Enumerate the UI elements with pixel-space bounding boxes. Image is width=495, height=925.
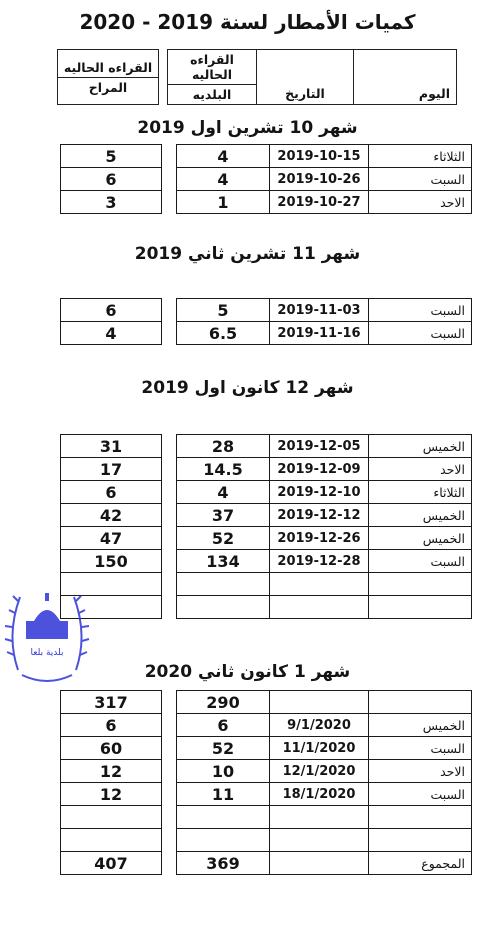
baladiya-reading: 11 (177, 783, 270, 806)
date-cell: 2019-12-28 (270, 550, 369, 573)
day-cell (369, 596, 472, 619)
baladiya-reading: 6.5 (177, 322, 270, 345)
date-cell: 2019-10-27 (270, 191, 369, 214)
meraah-reading: 6 (61, 168, 162, 191)
table-row (61, 458, 472, 481)
header-meraah-line2: المراح (88, 79, 128, 95)
table-row (61, 596, 472, 619)
meraah-reading: 5 (61, 145, 162, 168)
header-meraah (58, 50, 159, 105)
date-cell: 2019-10-26 (270, 168, 369, 191)
meraah-reading: 47 (61, 527, 162, 550)
date-cell: 2019-11-03 (270, 299, 369, 322)
date-cell (270, 573, 369, 596)
meraah-reading: 12 (61, 783, 162, 806)
day-cell: السبت (369, 299, 472, 322)
day-cell: المجموع (369, 852, 472, 875)
baladiya-reading: 1 (177, 191, 270, 214)
table-row (61, 550, 472, 573)
meraah-reading: 407 (61, 852, 162, 875)
baladiya-reading: 4 (177, 168, 270, 191)
header-baladiya-line1: القراءه الحاليه (168, 50, 256, 85)
table-row (61, 760, 472, 783)
day-cell: السبت (369, 168, 472, 191)
baladiya-reading (177, 573, 270, 596)
rain-table (60, 144, 472, 214)
table-row (61, 714, 472, 737)
date-cell: 18/1/2020 (270, 783, 369, 806)
baladiya-reading (177, 829, 270, 852)
date-cell: 9/1/2020 (270, 714, 369, 737)
date-cell: 2019-12-09 (270, 458, 369, 481)
day-cell: السبت (369, 783, 472, 806)
baladiya-reading (177, 806, 270, 829)
date-cell: 12/1/2020 (270, 760, 369, 783)
rain-table (60, 434, 472, 619)
meraah-reading: 4 (61, 322, 162, 345)
date-cell: 2019-12-26 (270, 527, 369, 550)
day-cell: السبت (369, 737, 472, 760)
table-row (61, 145, 472, 168)
day-cell: الاحد (369, 760, 472, 783)
table-row (61, 852, 472, 875)
meraah-reading: 60 (61, 737, 162, 760)
baladiya-reading: 4 (177, 481, 270, 504)
table-row (61, 168, 472, 191)
header-table (57, 49, 457, 105)
date-cell (270, 852, 369, 875)
month-title: شهر 10 تشرين اول 2019 (137, 118, 358, 138)
table-row (61, 783, 472, 806)
stamp-text: بلدية بلعا (30, 648, 64, 658)
baladiya-reading: 5 (177, 299, 270, 322)
baladiya-reading: 4 (177, 145, 270, 168)
day-cell (369, 806, 472, 829)
date-cell: 2019-11-16 (270, 322, 369, 345)
meraah-reading: 6 (61, 481, 162, 504)
meraah-reading: 42 (61, 504, 162, 527)
table-row (61, 737, 472, 760)
day-cell (369, 829, 472, 852)
meraah-reading: 317 (61, 691, 162, 714)
header-baladiya-line2: البلديه (192, 87, 232, 102)
municipality-stamp (4, 575, 90, 685)
date-cell (270, 806, 369, 829)
meraah-reading: 17 (61, 458, 162, 481)
day-cell: الثلاثاء (369, 481, 472, 504)
header-date: التاريخ (257, 50, 354, 105)
day-cell: الخميس (369, 435, 472, 458)
table-row (61, 573, 472, 596)
date-cell: 2019-12-05 (270, 435, 369, 458)
baladiya-reading: 10 (177, 760, 270, 783)
table-row (61, 435, 472, 458)
table-row (61, 322, 472, 345)
day-cell: الاحد (369, 458, 472, 481)
date-cell: 2019-10-15 (270, 145, 369, 168)
baladiya-reading: 37 (177, 504, 270, 527)
day-cell: الخميس (369, 714, 472, 737)
date-cell (270, 596, 369, 619)
rain-table (60, 298, 472, 345)
baladiya-reading: 290 (177, 691, 270, 714)
meraah-reading: 31 (61, 435, 162, 458)
meraah-reading (61, 806, 162, 829)
date-cell (270, 829, 369, 852)
meraah-reading: 12 (61, 760, 162, 783)
page-title: كميات الأمطار لسنة 2019 - 2020 (79, 10, 416, 34)
day-cell: الثلاثاء (369, 145, 472, 168)
baladiya-reading: 134 (177, 550, 270, 573)
rain-table (60, 690, 472, 875)
table-row (61, 191, 472, 214)
baladiya-reading: 52 (177, 527, 270, 550)
header-meraah-line1: القراءه الحاليه (58, 58, 158, 78)
day-cell (369, 573, 472, 596)
meraah-reading: 150 (61, 550, 162, 573)
table-row (61, 481, 472, 504)
date-cell: 11/1/2020 (270, 737, 369, 760)
date-cell: 2019-12-10 (270, 481, 369, 504)
meraah-reading (61, 829, 162, 852)
baladiya-reading: 28 (177, 435, 270, 458)
table-row (61, 829, 472, 852)
baladiya-reading: 6 (177, 714, 270, 737)
meraah-reading: 3 (61, 191, 162, 214)
table-row (61, 691, 472, 714)
day-cell: الخميس (369, 527, 472, 550)
date-cell: 2019-12-12 (270, 504, 369, 527)
baladiya-reading: 369 (177, 852, 270, 875)
baladiya-reading: 14.5 (177, 458, 270, 481)
month-title: شهر 1 كانون ثاني 2020 (144, 662, 351, 682)
header-baladiya (168, 50, 257, 105)
header-day: اليوم (354, 50, 457, 105)
day-cell: السبت (369, 550, 472, 573)
month-title: شهر 11 تشرين ثاني 2019 (134, 244, 361, 264)
table-row (61, 504, 472, 527)
table-row (61, 806, 472, 829)
table-row (61, 299, 472, 322)
baladiya-reading: 52 (177, 737, 270, 760)
day-cell: الخميس (369, 504, 472, 527)
baladiya-reading (177, 596, 270, 619)
meraah-reading: 6 (61, 714, 162, 737)
day-cell (369, 691, 472, 714)
month-title: شهر 12 كانون اول 2019 (141, 378, 354, 398)
meraah-reading: 6 (61, 299, 162, 322)
table-row (61, 527, 472, 550)
day-cell: السبت (369, 322, 472, 345)
date-cell (270, 691, 369, 714)
day-cell: الاحد (369, 191, 472, 214)
